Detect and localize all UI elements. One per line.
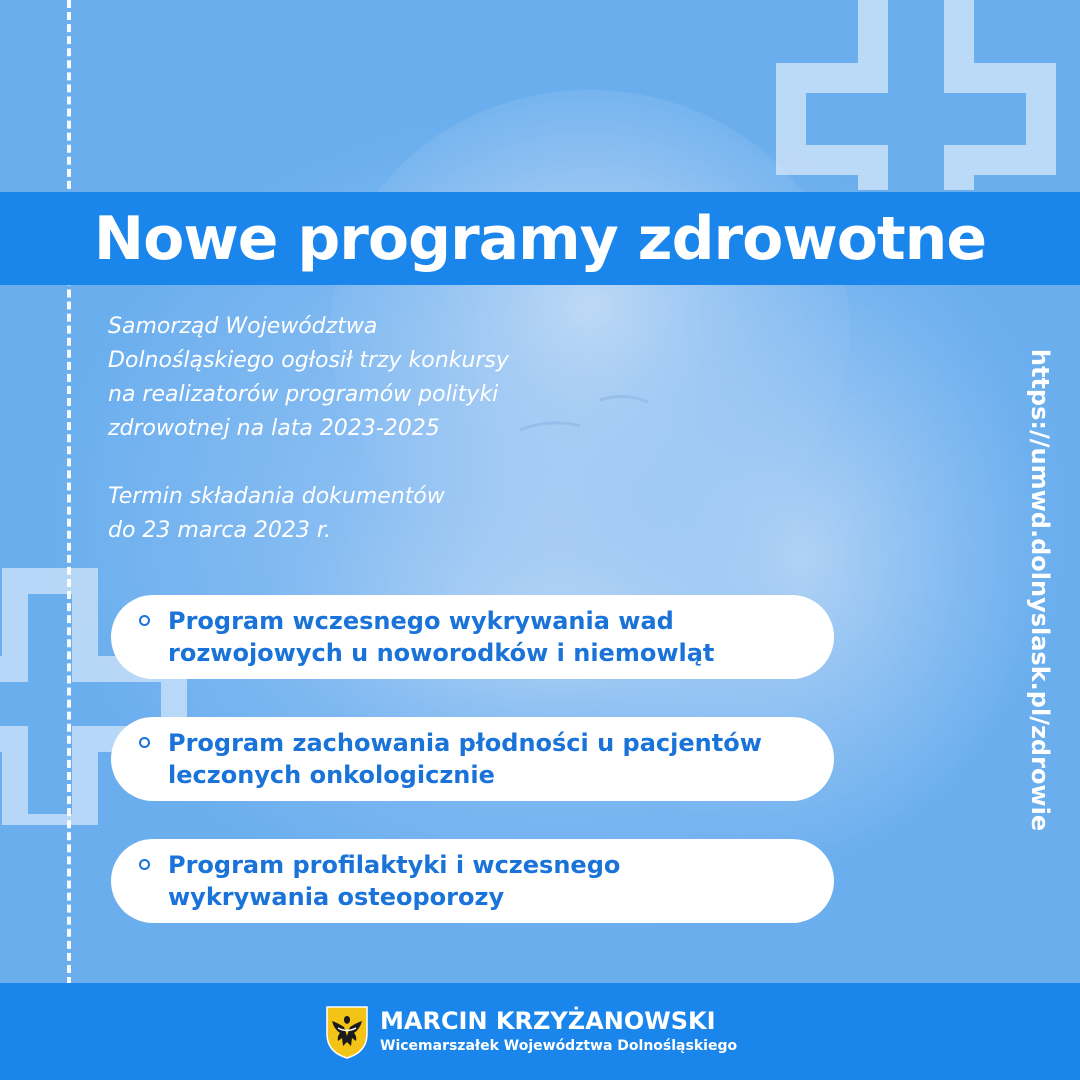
bullet-circle-icon: [139, 615, 150, 626]
deadline-line: Termin składania dokumentów: [108, 484, 445, 509]
intro-line: Dolnośląskiego ogłosił trzy konkursy: [108, 348, 509, 373]
deadline-line: do 23 marca 2023 r.: [108, 518, 331, 543]
website-url[interactable]: https://umwd.dolnyslask.pl/zdrowie: [1026, 348, 1054, 832]
program-item: [111, 839, 834, 923]
footer: [324, 1004, 737, 1060]
intro-line: Samorząd Województwa: [108, 314, 378, 339]
bullet-circle-icon: [139, 859, 150, 870]
dashed-divider: [67, 0, 71, 985]
bullet-circle-icon: [139, 737, 150, 748]
program-label-line: Program profilaktyki i wczesnego: [168, 851, 621, 879]
intro-text: [108, 310, 668, 548]
program-label: [168, 605, 714, 669]
intro-line: zdrowotnej na lata 2023-2025: [108, 416, 440, 441]
deadline-paragraph: [108, 480, 668, 548]
program-label-line: Program zachowania płodności u pacjentów: [168, 729, 762, 757]
footer-role: Wicemarszałek Województwa Dolnośląskiego: [380, 1038, 738, 1054]
program-item: [111, 717, 834, 801]
program-item: [111, 595, 834, 679]
program-label: [168, 727, 762, 791]
footer-name: MARCIN KRZYŻANOWSKI: [380, 1007, 716, 1035]
eagle-crest-icon: [324, 1004, 370, 1060]
program-label: [168, 849, 620, 913]
footer-text: [380, 1007, 737, 1057]
medical-cross-icon: [775, 0, 1057, 190]
program-label-line: wykrywania osteoporozy: [168, 883, 505, 911]
intro-paragraph: [108, 310, 668, 446]
program-label-line: rozwojowych u noworodków i niemowląt: [168, 639, 715, 667]
title-band: [0, 192, 1080, 285]
intro-line: na realizatorów programów polityki: [108, 382, 499, 407]
program-label-line: leczonych onkologicznie: [168, 761, 495, 789]
program-label-line: Program wczesnego wykrywania wad: [168, 607, 674, 635]
page-title: Nowe programy zdrowotne: [93, 203, 987, 274]
